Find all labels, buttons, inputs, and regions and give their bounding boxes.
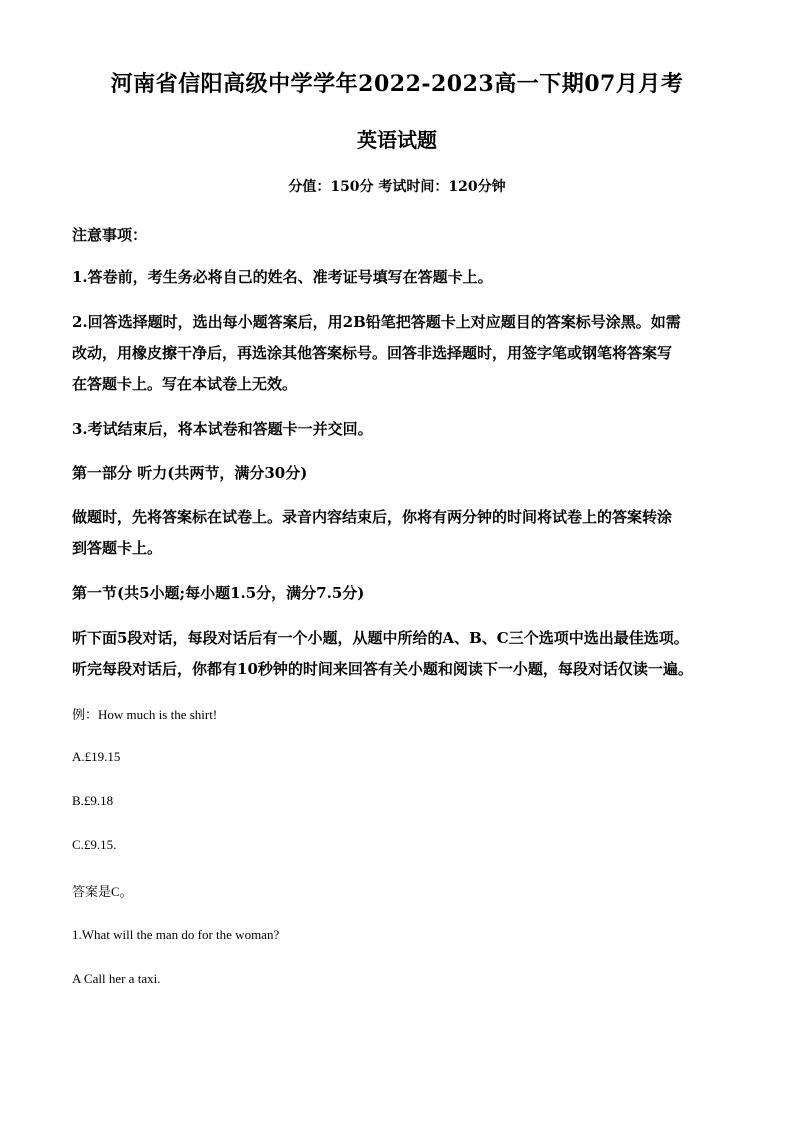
- part1-intro-line-2: 到答题卡上。: [72, 539, 163, 557]
- section1-instruction-line-1: 听下面5段对话，每段对话后有一个小题，从题中所给的A、B、C三个选项中选出最佳选项。: [72, 629, 689, 647]
- part1-intro-line-1: 做题时，先将答案标在试卷上。录音内容结束后，你将有两分钟的时间将试卷上的答案转涂: [72, 508, 673, 526]
- part1-heading: 第一部分 听力(共两节，满分30分): [72, 464, 308, 482]
- example-option-c: C.£9.15.: [72, 837, 117, 852]
- section1-heading: 第一节(共5小题;每小题1.5分，满分7.5分): [72, 584, 365, 602]
- example-question: 例：How much is the shirt!: [72, 707, 218, 722]
- notice-item-1: 1.答卷前，考生务必将自己的姓名、准考证号填写在答题卡上。: [72, 268, 493, 286]
- example-option-a: A.£19.15: [72, 749, 121, 764]
- notice-item-3: 3.考试结束后，将本试卷和答题卡一并交回。: [72, 420, 373, 438]
- exam-title: 河南省信阳高级中学学年2022-2023高一下期07月月考: [110, 71, 684, 97]
- notice-item-2-line-1: 2.回答选择题时，选出每小题答案后，用2B铅笔把答题卡上对应题目的答案标号涂黑。如需: [72, 313, 681, 331]
- exam-subtitle: 英语试题: [357, 128, 437, 152]
- notice-heading: 注意事项：: [72, 226, 148, 244]
- question-1-option-a: A Call her a taxi.: [72, 971, 161, 986]
- example-option-b: B.£9.18: [72, 793, 114, 808]
- notice-item-2-line-3: 在答题卡上。写在本试卷上无效。: [72, 375, 298, 393]
- section1-instruction-line-2: 听完每段对话后，你都有10秒钟的时间来回答有关小题和阅读下一小题，每段对话仅读一遍。: [72, 660, 693, 678]
- score-time-info: 分值：150分 考试时间：120分钟: [288, 179, 506, 195]
- notice-item-2-line-2: 改动，用橡皮擦干净后，再选涂其他答案标号。回答非选择题时，用签字笔或钢笔将答案写: [72, 344, 673, 362]
- example-answer: 答案是C。: [72, 884, 133, 899]
- question-1-text: 1.What will the man do for the woman?: [72, 927, 280, 942]
